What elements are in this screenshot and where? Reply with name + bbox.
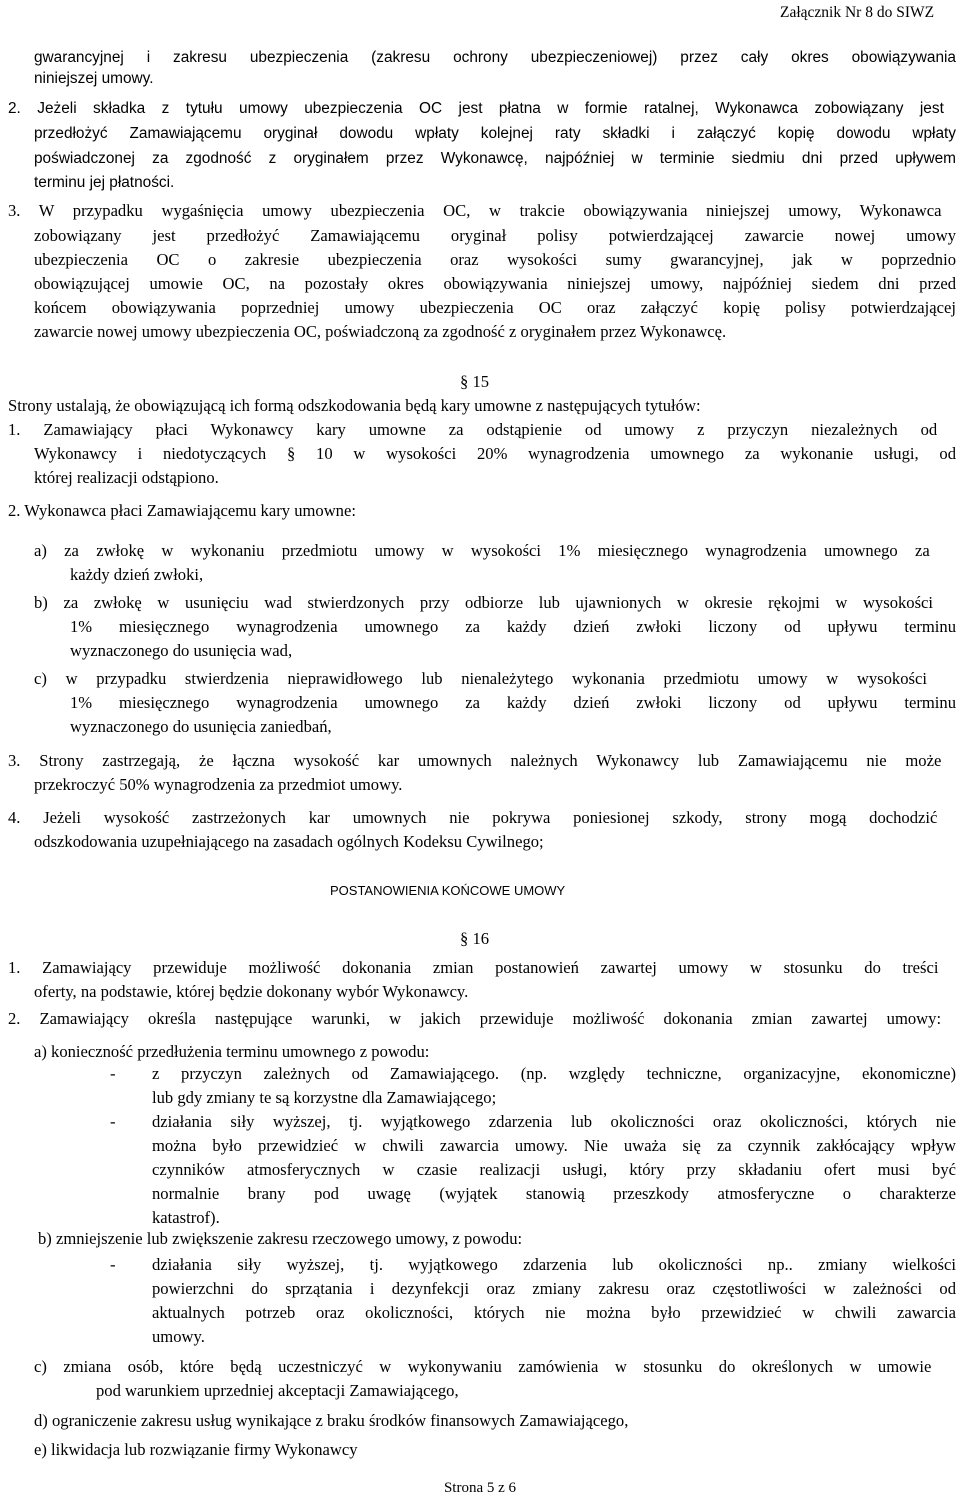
text-line: 3. Strony zastrzegają, że łączna wysokość kar umownych należnych Wykonawcy lub Zamawiającemu nie może: [8, 751, 942, 770]
text-line: końcem obowiązywania poprzedniej umowy ubezpieczenia OC oraz załączyć kopię polisy potwierdzającej: [34, 298, 956, 317]
text-line: b) za zwłokę w usunięciu wad stwierdzonych przy odbiorze lub ujawnionych w okresie rękojmi w wysokości: [34, 593, 934, 612]
text-line: wyznaczonego do usunięcia zaniedbań,: [70, 717, 332, 736]
text-line: 1. Zamawiający przewiduje możliwość dokonania zmian postanowień zawartej umowy w stosunku do treści: [8, 958, 939, 977]
text-line: oferty, na podstawie, której będzie dokonany wybór Wykonawcy.: [34, 982, 469, 1001]
text-line: z przyczyn zależnych od Zamawiającego. (np. względy techniczne, organizacyjne, ekonomiczne): [152, 1064, 956, 1083]
text-line: wyznaczonego do usunięcia wad,: [70, 641, 293, 660]
text-line: c) zmiana osób, które będą uczestniczyć w wykonywaniu zamówienia w stosunku do określonych w umowie: [34, 1357, 932, 1376]
page-footer: Strona 5 z 6: [443, 1480, 517, 1496]
text-line: terminu jej płatności.: [34, 174, 175, 191]
text-line: 1% miesięcznego wynagrodzenia umownego za każdy dzień zwłoki liczony od upływu terminu: [70, 693, 956, 712]
text-line: ubezpieczenia OC o zakresie ubezpieczenia oraz wysokości sumy gwarancyjnej, jak w poprzednio: [34, 250, 956, 269]
text-line: niniejszej umowy.: [34, 70, 154, 87]
text-line: 2. Zamawiający określa następujące warunki, w jakich przewiduje możliwość dokonania zmian zawartej umowy:: [8, 1009, 942, 1028]
text-line: czynników atmosferycznych w czasie realizacji usługi, który przy składaniu ofert musi być: [152, 1160, 956, 1179]
text-line: a) za zwłokę w wykonaniu przedmiotu umowy w wysokości 1% miesięcznego wynagrodzenia umownego za: [34, 541, 930, 560]
text-line: każdy dzień zwłoki,: [70, 565, 204, 584]
text-line: a) konieczność przedłużenia terminu umownego z powodu:: [34, 1042, 430, 1061]
text-line: poświadczonej za zgodność z oryginałem przez Wykonawcę, najpóźniej w terminie siedmiu dni przed upływem: [34, 150, 956, 167]
text-line: katastrof).: [152, 1208, 220, 1227]
text-line: § 16: [460, 929, 490, 948]
text-line: aktualnych potrzeb oraz okoliczności, których nie można było przewidzieć w chwili zawarcia: [152, 1303, 956, 1322]
header-annex: Załącznik Nr 8 do SIWZ: [780, 4, 935, 21]
text-line: 3. W przypadku wygaśnięcia umowy ubezpieczenia OC, w trakcie obowiązywania niniejszej umowy, Wykonawca: [8, 201, 942, 220]
text-line: -: [110, 1064, 116, 1083]
text-line: odszkodowania uzupełniającego na zasadach ogólnych Kodeksu Cywilnego;: [34, 832, 544, 851]
text-line: umowy.: [152, 1327, 205, 1346]
text-line: Strony ustalają, że obowiązującą ich formą odszkodowania będą kary umowne z następujących tytułów:: [8, 396, 701, 415]
text-line: zobowiązany jest przedłożyć Zamawiającemu oryginał polisy potwierdzającej zawarcie nowej umowy: [34, 226, 956, 245]
text-line: d) ograniczenie zakresu usług wynikające z braku środków finansowych Zamawiającego,: [34, 1411, 629, 1430]
text-line: przekroczyć 50% wynagrodzenia za przedmiot umowy.: [34, 775, 403, 794]
text-line: 2. Jeżeli składka z tytułu umowy ubezpieczenia OC jest płatna w formie ratalnej, Wykonawca zobowiązany jest: [8, 100, 944, 117]
text-line: 4. Jeżeli wysokość zastrzeżonych kar umownych nie pokrywa poniesionej szkody, strony mogą dochodzić: [8, 808, 938, 827]
text-line: powierzchni do sprzątania i dezynfekcji oraz zmiany zakresu oraz częstotliwości w zależności od: [152, 1279, 956, 1298]
text-line: można było przewidzieć w chwili zawarcia umowy. Nie uważa się za czynnik zakłócający wpływ: [152, 1136, 956, 1155]
text-line: lub gdy zmiany te są korzystne dla Zamawiającego;: [152, 1088, 497, 1107]
text-line: c) w przypadku stwierdzenia nieprawidłowego lub nienależytego wykonania przedmiotu umowy w wysokości: [34, 669, 927, 688]
text-line: obowiązującej umowie OC, na pozostały okres obowiązywania niniejszej umowy, najpóźniej siedem dni przed: [34, 274, 956, 293]
text-line: § 15: [460, 372, 490, 391]
text-line: działania siły wyższej, tj. wyjątkowego zdarzenia lub okoliczności np.. zmiany wielkości: [152, 1255, 956, 1274]
text-line: POSTANOWIENIA KOŃCOWE UMOWY: [330, 883, 566, 898]
text-line: 1% miesięcznego wynagrodzenia umownego za każdy dzień zwłoki liczony od upływu terminu: [70, 617, 956, 636]
text-line: której realizacji odstąpiono.: [34, 468, 219, 487]
text-line: normalnie brany pod uwagę (wyjątek stanowią przeszkody atmosferyczne o charakterze: [152, 1184, 956, 1203]
text-line: pod warunkiem uprzedniej akceptacji Zamawiającego,: [96, 1381, 459, 1400]
text-line: 2. Wykonawca płaci Zamawiającemu kary umowne:: [8, 501, 356, 520]
text-line: Wykonawcy i niedotyczących § 10 w wysokości 20% wynagrodzenia umownego za wykonanie usługi, od: [34, 444, 956, 463]
text-line: -: [110, 1112, 116, 1131]
text-line: zawarcie nowej umowy ubezpieczenia OC, poświadczoną za zgodność z oryginałem przez Wykonawcę.: [34, 322, 727, 341]
text-line: przedłożyć Zamawiającemu oryginał dowodu wpłaty kolejnej raty składki i załączyć kopię dowodu wpłaty: [34, 125, 956, 142]
text-line: działania siły wyższej, tj. wyjątkowego zdarzenia lub okoliczności oraz okoliczności, których nie: [152, 1112, 956, 1131]
text-line: 1. Zamawiający płaci Wykonawcy kary umowne za odstąpienie od umowy z przyczyn niezależnych od: [8, 420, 938, 439]
text-line: gwarancyjnej i zakresu ubezpieczenia (zakresu ochrony ubezpieczeniowej) przez cały okres obowiązywania: [34, 49, 956, 66]
text-line: -: [110, 1255, 116, 1274]
text-line: b) zmniejszenie lub zwiększenie zakresu rzeczowego umowy, z powodu:: [38, 1229, 523, 1248]
text-line: e) likwidacja lub rozwiązanie firmy Wykonawcy: [34, 1440, 358, 1459]
